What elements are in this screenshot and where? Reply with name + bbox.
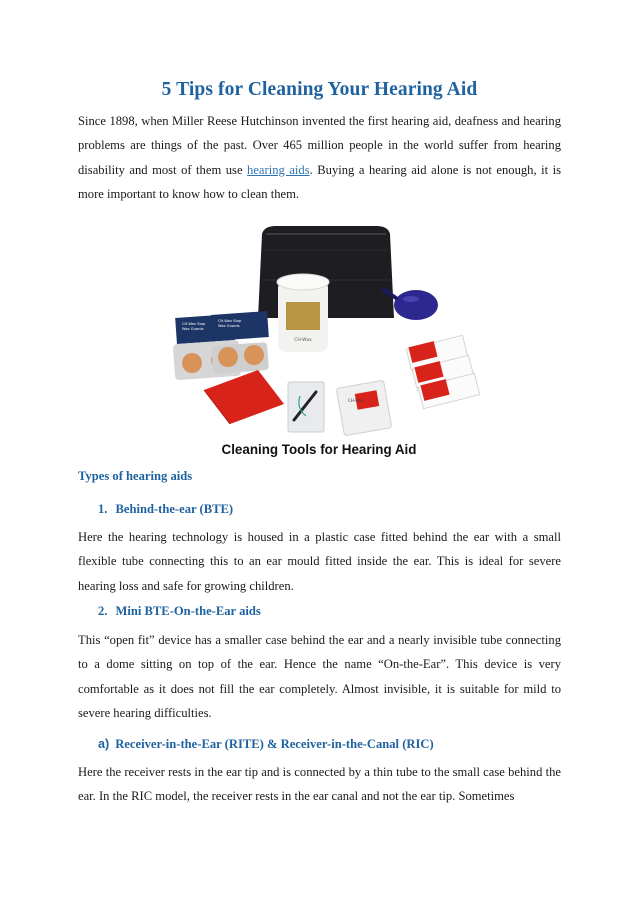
section-marker: a) [98,737,110,751]
page-title: 5 Tips for Cleaning Your Hearing Aid [161,79,478,100]
section-heading-mini-bte [98,604,261,619]
intro-text-2: . Buying a hearing aid alone is not enough, it is more important to know how to clean them. [78,162,562,201]
section-heading-bte [98,502,233,517]
cleaning-tools-image [78,220,561,463]
cleaning-jar-illustration [277,274,329,352]
intro-text-1: Since 1898, when Miller Reese Hutchinson invented the first hearing aid, deafness and hearing problems are things of the past. Over 465 million people in the world suffer from hearing disability and most of them use [78,114,561,177]
wax-guard-cards-illustration [173,311,269,380]
section-heading-rite-ric [98,737,434,752]
section-body-rite-ric: Here the receiver rests in the ear tip and is connected by a thin tube to the small case behind the ear. In the RIC model, the receiver rests in the ear canal and not the ear tip. Sometimes [78,765,561,804]
card-label-4: Wax Guards [218,324,240,328]
card-label-1: CH-Wax Stop [182,322,206,326]
card-label-2: Wax Guards [182,327,204,331]
section-heading-text: Receiver-in-the-Ear (RITE) & Receiver-in-the-Canal (RIC) [115,737,434,751]
section-heading-text: Behind-the-ear (BTE) [115,502,234,516]
wipe-label: CH-Wax [348,398,364,403]
red-cloth-illustration [204,370,284,424]
cleaning-wipes-illustration [336,335,480,435]
types-heading: Types of hearing aids [78,469,193,483]
section-body-bte: Here the hearing technology is housed in a plastic case fitted behind the ear with a small flexible tube connecting this to an ear mould fitted inside the ear. This is ideal for severe hearing loss and safe for growing children. [78,530,561,593]
jar-label: CH-Wax [294,338,312,343]
figure-caption: Cleaning Tools for Hearing Aid [221,442,417,457]
cleaning-tools-figure [78,220,561,463]
section-marker: 1. [98,502,108,516]
hearing-aids-link[interactable]: hearing aids [247,162,310,177]
section-body-mini-bte: This “open fit” device has a smaller case behind the ear and a nearly invisible tube connecting to a dome sitting on top of the ear. Hence the name “On-the-Ear”. This device is very comfortable as it does not fill the ear completely. Almost invisible, it is suitable for mild to severe hearing difficulties. [78,633,561,720]
section-heading-text: Mini BTE-On-the-Ear aids [115,604,261,618]
section-marker: 2. [98,604,108,618]
card-label-3: CH-Wax Stop [218,319,242,323]
brush-tool-illustration [288,382,324,432]
intro-paragraph [78,109,561,206]
